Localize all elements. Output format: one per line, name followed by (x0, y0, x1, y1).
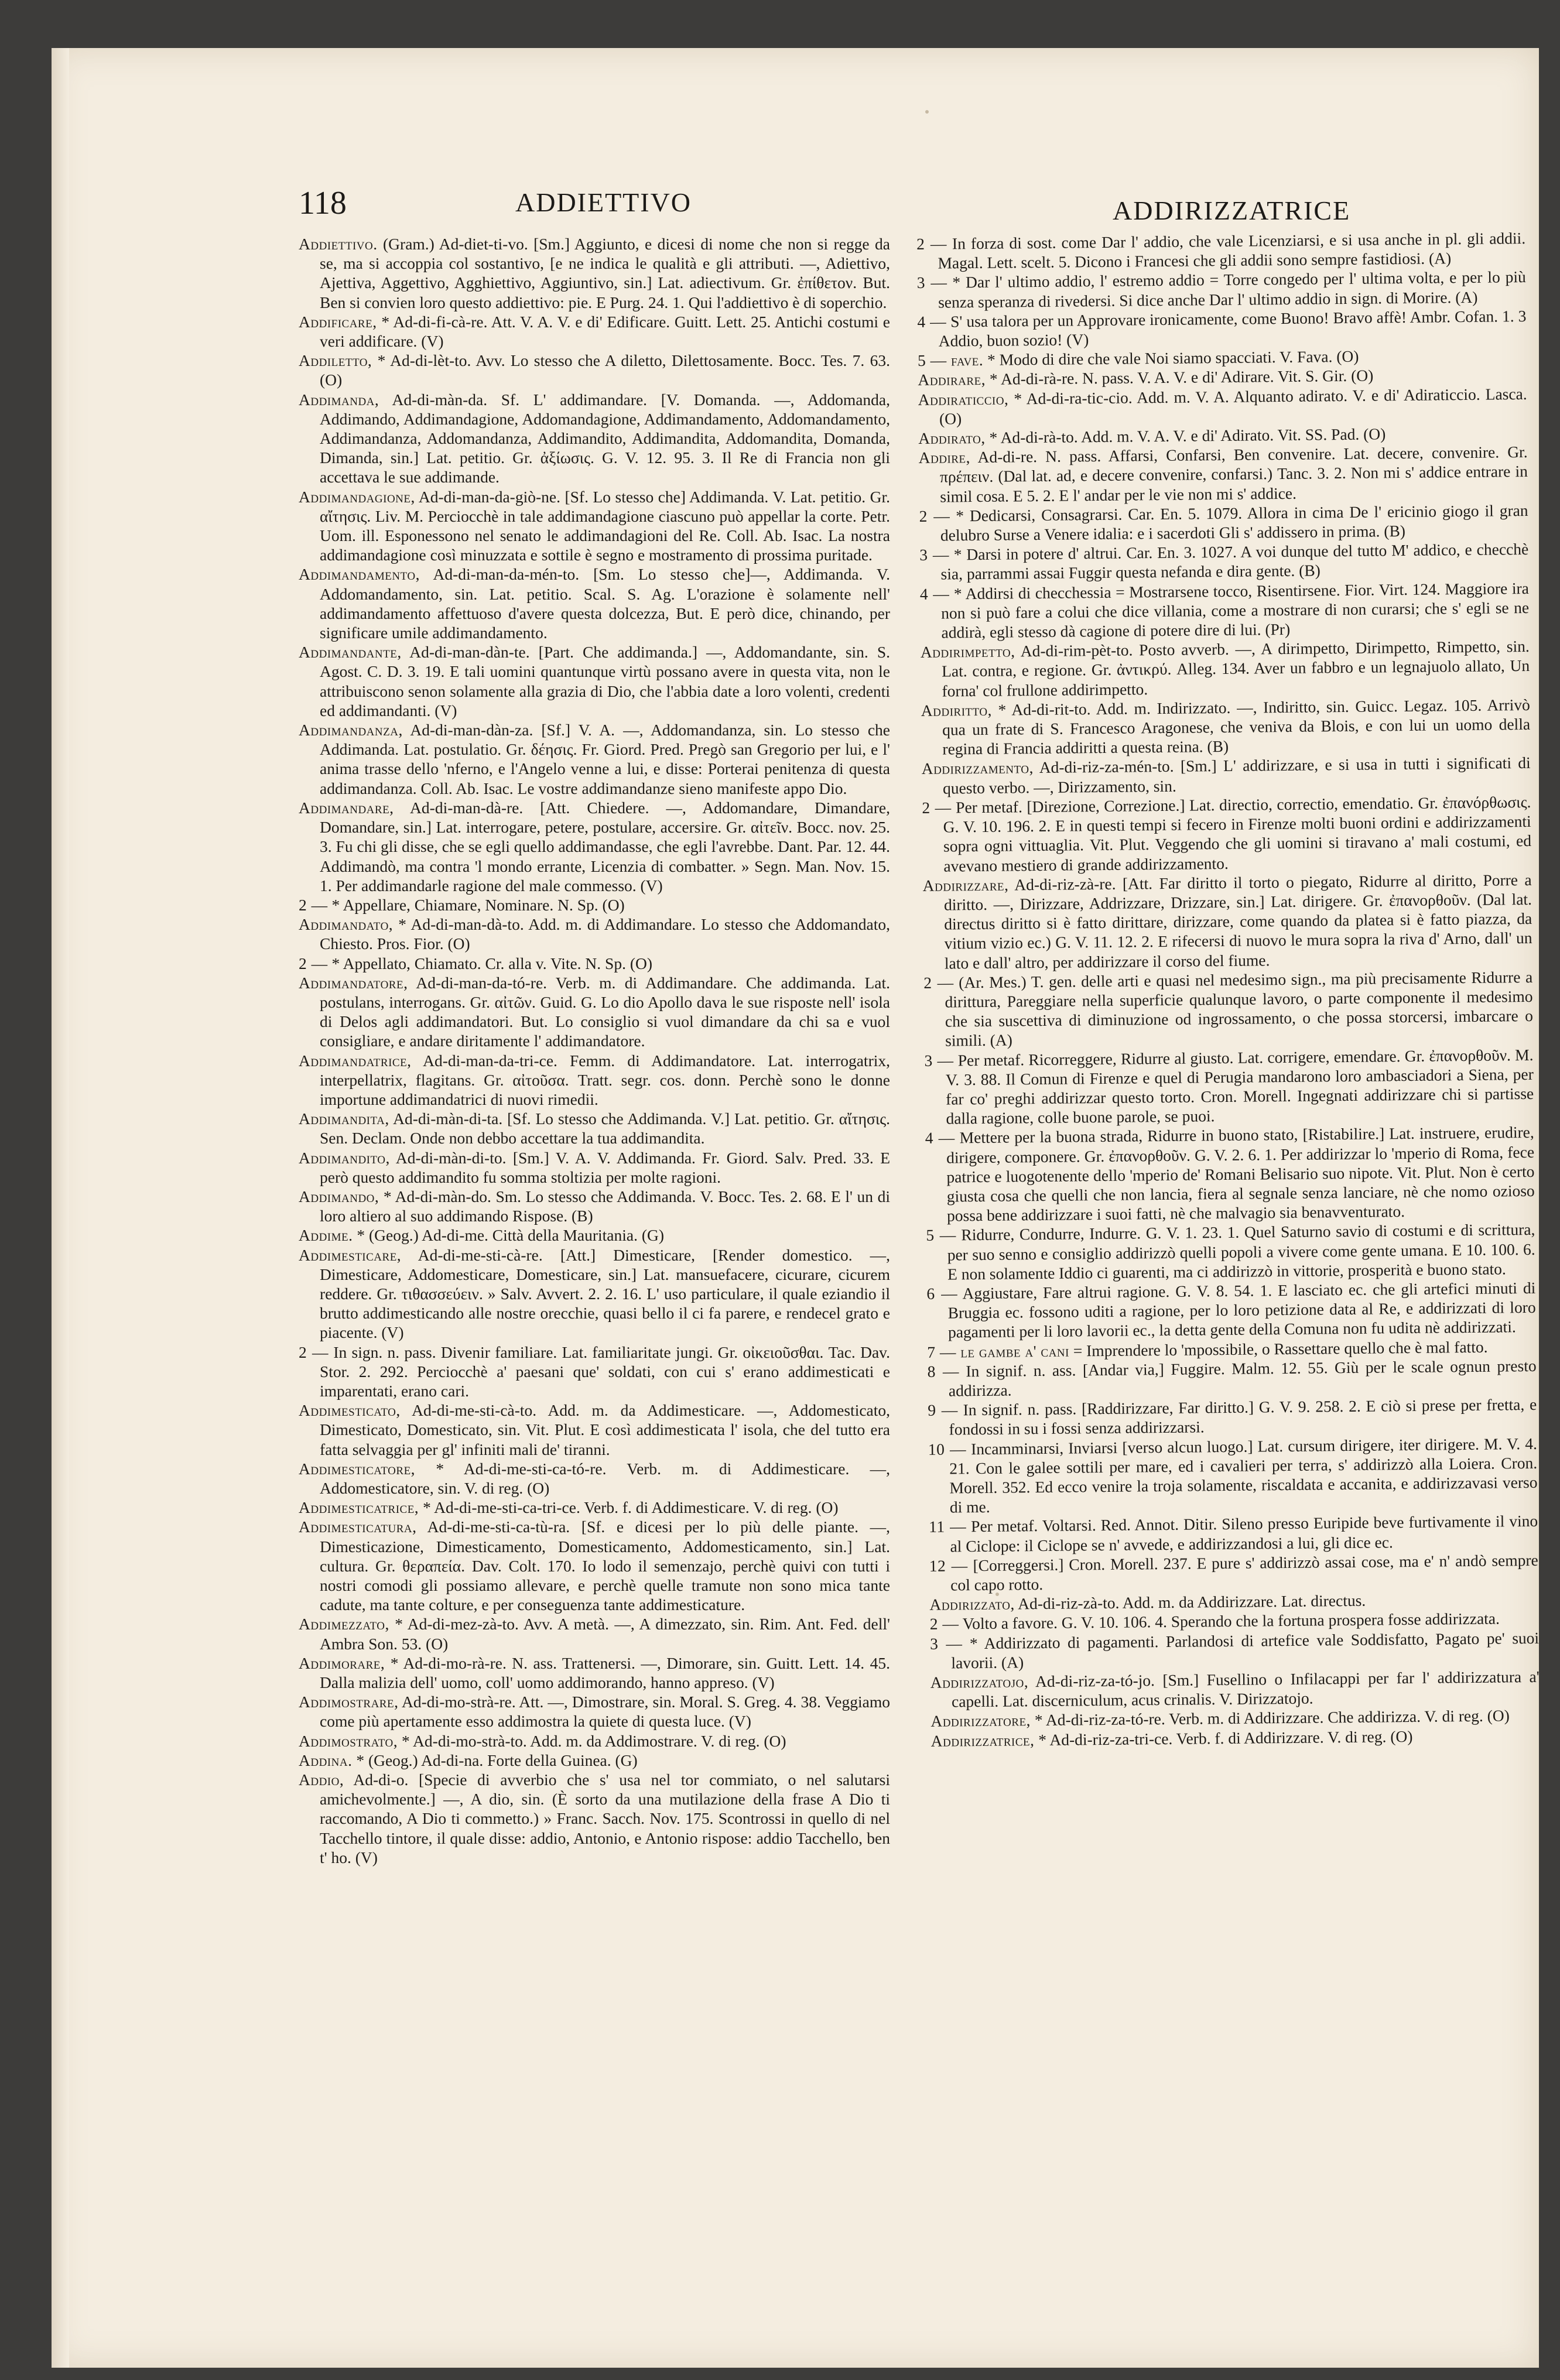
dictionary-entry (919, 539, 1529, 584)
entry-headword: 10 — (928, 1439, 967, 1458)
entry-headword: 4 — (919, 584, 950, 603)
paper-fleck (925, 110, 929, 114)
dictionary-entry (924, 1045, 1534, 1128)
entry-definition: Ad-di-man-da-mén-to. [Sm. Lo stesso che]—, Addimanda. V. Addomandamento, sin. Lat. petitio. Scal. S. Ag. L'orazione è solamente nell' addimandamento affettuoso d'avere questa dolcezza, But. E però dice, chinando, per significare umile addimandamento. (320, 565, 891, 642)
entry-headword: Addirizzamento, (921, 758, 1034, 778)
entry-headword: 2 — (299, 1343, 329, 1361)
entry-definition: Ad-di-riz-za-mén-to. [Sm.] L' addirizzare, e si usa in tutti i significati di questo verbo. —, Dirizzamento, sin. (942, 754, 1531, 797)
dictionary-entry (922, 792, 1531, 876)
entry-definition: (Ar. Mes.) T. gen. delle arti e quasi nel medesimo sign., ma più precisamente Ridurre a dirittura, Pareggiare nella superficie qualunque lavoro, o parte componente il medesimo che sia suscettiva di diminuzione od ingrossamento, o che possa storcersi, imbarcare o simili. (A) (945, 967, 1534, 1050)
entry-headword: 12 — (929, 1556, 968, 1575)
dictionary-entry (299, 1731, 890, 1751)
dictionary-entry (299, 954, 890, 973)
entry-headword: Addimandanza, (299, 721, 403, 739)
entry-headword: 3 — (919, 545, 950, 564)
left-running-head: ADDIETTIVO (515, 187, 692, 217)
dictionary-entry (299, 1400, 890, 1459)
entry-headword: Addirizzatore, (930, 1711, 1031, 1731)
entry-headword: Addimandagione, (299, 487, 415, 506)
entry-definition: Per metaf. Voltarsi. Red. Annot. Ditir. Sileno presso Euripide beve furtivamente il vino al Ciclope: il Ciclope se n' avvede, e addirizzandosi a lui, gli dice ec. (950, 1512, 1538, 1556)
entry-headword: Addiettivo. (299, 235, 378, 253)
entry-definition: Ad-di-me-sti-ca-tù-ra. [Sf. e dicesi per lo più delle piante. —, Dimesticazione, Dimesticamento, Domesticamento, Addomesticamento, sin.] Lat. cultura. Gr. θεραπεία. Dav. Colt. 170. Io lodo il semenzajo, perchè quivi con tutti i nostri comodi gli possiamo allevare, e perchè quelle tramute non sono mica tante cadute, ma tante colture, e per conseguenza tante addimesticature. (320, 1518, 890, 1614)
entry-definition: * Ad-di-man-dà-to. Add. m. di Addimandare. Lo stesso che Addomandato, Chiesto. Pros. Fior. (O) (320, 915, 890, 953)
entry-definition: [Correggersi.] Cron. Morell. 237. E pure s' addirizzò assai cose, ma e' n' andò sempre col capo rotto. (950, 1550, 1538, 1594)
dictionary-entry (299, 487, 890, 565)
dictionary-entry (299, 351, 890, 389)
entry-definition: * Ad-di-mo-rà-re. N. ass. Trattenersi. —, Dimorare, sin. Guitt. Lett. 14. 45. Dalla malizia dell' uomo, coll' uomo addimorando, hanno appreso. (V) (320, 1653, 891, 1692)
entry-headword: Addimandante, (299, 643, 402, 662)
entry-definition: Ad-di-riz-zà-to. Add. m. da Addirizzare. Lat. directus. (1018, 1591, 1366, 1613)
dictionary-entry (921, 695, 1531, 759)
dictionary-entry (299, 798, 890, 895)
dictionary-entry (299, 1459, 890, 1498)
dictionary-entry (928, 1395, 1537, 1439)
entry-definition: In signif. n. pass. [Raddirizzare, Far diritto.] G. V. 9. 258. 2. E ciò si prese per fretta, e fondossi in su i fossi senza addirizzarsi. (949, 1395, 1537, 1439)
dictionary-entry (299, 720, 890, 798)
right-running-head: ADDIRIZZATRICE (1113, 196, 1351, 225)
entry-headword: 3 — (924, 1050, 954, 1070)
entry-definition: * Ad-di-ra-tic-cio. Add. m. V. A. Alquanto adirato. V. e di' Adiraticcio. Lasca. (O) (939, 384, 1527, 428)
left-column (299, 234, 890, 1867)
entry-headword: 5 — fave. (917, 351, 984, 370)
entry-definition: * Ad-di-riz-za-tó-re. Verb. m. di Addirizzare. Che addirizza. V. di reg. (O) (1034, 1706, 1510, 1730)
entry-headword: Addimando, (299, 1187, 379, 1206)
entry-headword: Addimandatrice, (299, 1051, 412, 1070)
dictionary-entry (299, 390, 890, 487)
entry-definition: Ad-di-riz-zà-re. [Att. Far diritto il torto o piegato, Ridurre al diritto, Porre a diritto. —, Dirizzare, Addrizzare, Drizzare, sin.] Lat. dirigere. Gr. ἐπανορθοῦν. (Dal lat. directus diritto si è fatto dirittare, dirizzare, come quando da platea si è fatto piazza, da vitium vizio ec.) G. V. 11. 12. 2. E rifecersi di nuovo le mura sopra la riva d' Arno, dall' un lato e dall' altro, per addirizzare il corso del fiume. (943, 870, 1532, 972)
dictionary-entry (917, 267, 1527, 311)
dictionary-entry (299, 1653, 890, 1692)
entry-definition: * Ad-di-riz-za-tri-ce. Verb. f. di Addirizzare. V. di reg. (O) (1038, 1727, 1413, 1749)
entry-headword: Addire, (918, 448, 971, 467)
entry-headword: Addirare, (918, 370, 986, 389)
entry-definition: Ad-di-man-da-giò-ne. [Sf. Lo stesso che] Addimanda. V. Lat. petitio. Gr. αἴτησις. Liv. M. Perciocchè in tale addimandagione ciascuno può appellar la corte. Petr. Uom. ill. Esponessono nel senato le addimandagioni del Re. Coll. Ab. Isac. La nostra addimandagione così minuzzata e sottile è segno e mostramento di prossima puritade. (320, 487, 890, 564)
entry-headword: Addirimpetto, (920, 642, 1015, 662)
entry-headword: 8 — (927, 1362, 960, 1381)
entry-definition: Ad-di-man-da-tó-re. Verb. m. di Addimandare. Che addimanda. Lat. postulans, interrogans. Gr. αἰτῶν. Guid. G. Lo dio Apollo dava le sue risposte nell' isola di Delos agli addimandatori. But. Lo consiglio si vuol dimandare da chi sa e vuol consigliare, e andare diritamente l' addimandatore. (320, 973, 891, 1050)
dictionary-entry (299, 234, 890, 312)
entry-headword: Addimandare, (299, 798, 394, 817)
entry-definition: * Ad-di-fi-cà-re. Att. V. A. V. e di' Edificare. Guitt. Lett. 25. Antichi costumi e veri addificare. (V) (320, 312, 891, 351)
entry-headword: 5 — (926, 1225, 956, 1245)
dictionary-entry (299, 1614, 890, 1653)
entry-headword: 2 — (916, 234, 947, 253)
entry-definition: Volto a favore. G. V. 10. 106. 4. Sperando che la fortuna prospera fosse addirizzata. (962, 1609, 1500, 1633)
entry-definition: Ad-di-re. N. pass. Affarsi, Confarsi, Ben convenire. Lat. decere, convenire. Gr. πρέπειν. (Dal lat. ad, e decere convenire, confarsi.) Tanc. 3. 2. Non mi s' addice entrare in simil cosa. E 5. 2. E l' andar per le vie non mi s' addice. (939, 443, 1528, 506)
entry-definition: * Ad-di-mo-strà-to. Add. m. da Addimostrare. V. di reg. (O) (401, 1731, 786, 1750)
dictionary-entry (929, 1550, 1539, 1595)
dictionary-entry (926, 1220, 1535, 1284)
entry-definition: Ad-di-man-dàn-te. [Part. Che addimanda.] —, Addomandante, sin. S. Agost. C. D. 3. 19. E tali uomini quantunque virtù possano avere in questa vita, non le attribuiscono senon solamente alla grazia di Dio, che l'abbia date a loro volenti, credenti ed addimandanti. (V) (320, 643, 891, 720)
entry-headword: Addimorare, (299, 1653, 385, 1672)
entry-headword: Addirizzare, (922, 875, 1009, 895)
entry-definition: * Appellare, Chiamare, Nominare. N. Sp. (O) (331, 895, 625, 914)
entry-headword: Addiletto, (299, 351, 372, 370)
entry-definition: Ad-di-riz-za-tó-jo. [Sm.] Fusellino o Infilacappi per far l' addirizzatura a' capelli. Lat. discerniculum, acus crinalis. V. Dirizzatojo. (951, 1667, 1540, 1711)
entry-headword: 3 — (929, 1634, 963, 1653)
entry-definition: * Ad-di-rà-to. Add. m. V. A. V. e di' Adirato. Vit. SS. Pad. (O) (989, 424, 1386, 447)
entry-headword: Addiritto, (921, 700, 993, 720)
entry-headword: 2 — (923, 973, 954, 992)
entry-definition: * Ad-di-me-sti-ca-tri-ce. Verb. f. di Addimesticare. V. di reg. (O) (423, 1498, 839, 1517)
entry-headword: Addimandito, (299, 1148, 390, 1167)
entry-definition: Ad-di-man-dà-re. [Att. Chiedere. —, Addomandare, Dimandare, Domandare, sin.] Lat. interrogare, petere, postulare, accersire. Gr. αἰτεῖν. Bocc. nov. 25. 3. Fu chi gli disse, che se egli quello addimandasse, che egli l'avrebbe. Dant. Par. 12. 44. Addimandò, ma contra 'l mondo errante, Licenzia di combatter. » Segn. Man. Nov. 15. 1. Per addimandarle ragione del male commesso. (V) (320, 798, 891, 895)
page-gutter-shadow (52, 48, 69, 2368)
entry-definition: Ad-di-me-sti-cà-to. Add. m. da Addimesticare. —, Addomesticato, Dimesticato, Domesticato, sin. Vit. Plut. E così addimesticata l' isola, che del tutto era fatta selvaggia per gl' infiniti mali de' tiranni. (320, 1401, 891, 1458)
dictionary-entry (299, 1245, 890, 1343)
dictionary-entry (299, 1148, 890, 1187)
entry-definition: * Ad-di-me-sti-ca-tó-re. Verb. m. di Addimesticare. —, Addomesticatore, sin. V. di reg. (O) (320, 1459, 890, 1497)
page-number: 118 (299, 185, 347, 221)
entry-definition: * Modo di dire che vale Noi siamo spacciati. V. Fava. (O) (987, 347, 1359, 369)
entry-headword: 6 — (926, 1284, 958, 1303)
entry-headword: Addimesticatore, (299, 1459, 416, 1478)
entry-definition: Ad-di-o. [Specie di avverbio che s' usa nel tor commiato, o nel salutarsi amichevolmente.] —, A dio, sin. (È sorto da una mutilazione della frase A Dio ti raccomando, A Dio ti commetto.) » Franc. Sacch. Nov. 175. Scontrossi in quello di nel Tacchello tintore, il quale disse: addio, Antonio, e Antonio rispose: addio Tacchello, ben t' ho. (V) (320, 1771, 891, 1867)
dictionary-entry (299, 1770, 890, 1867)
entry-definition: Per metaf. Ricorreggere, Ridurre al giusto. Lat. corrigere, emendare. Gr. ἐπανορθοῦν. M. V. 3. 88. Il Comun di Firenze e quel di Perugia mandarono loro ambasciadori a Siena, per far co' preghi addirizzar questo torto. Cron. Morell. Ingegnati addirizzare chi si partisse dalla ragione, colle buone parole, se puoi. (945, 1045, 1534, 1128)
entry-definition: * (Geog.) Ad-di-me. Città della Mauritania. (G) (357, 1226, 665, 1245)
entry-definition: = Imprendere lo 'mpossibile, o Rassettare quello che è mal fatto. (1073, 1337, 1488, 1360)
entry-definition: In signif. n. ass. [Andar via,] Fuggire. Malm. 12. 55. Giù per le scale ognun presto addirizza. (948, 1356, 1537, 1400)
entry-headword: 2 — (929, 1614, 959, 1634)
entry-headword: 3 — (916, 273, 947, 292)
entry-definition: Aggiustare, Fare altrui ragione. G. V. 8. 54. 1. E lasciato ec. che gli artefici minuti di Bruggia ec. fossono uditi a ragione, per lo loro petizione data al Re, e addirizzati di loro pagamenti per li loro lavorii ec., la detta gente della Comuna non fu udita nè addirizzati. (947, 1278, 1536, 1341)
entry-headword: Addimandato, (299, 915, 394, 934)
entry-definition: Ad-di-màn-da. Sf. L' addimandare. [V. Domanda. —, Addomanda, Addimando, Addimandagione, Addomandagione, Addimandamento, Addomandamento, Addimandanza, Addomandanza, Addimandito, Addimandita, Addomandita, Domanda, Dimanda, sin.] Lat. petitio. Gr. ἀξίωσις. G. V. 12. 95. 3. Il Re di Francia non gli accettava le sue addimande. (320, 390, 890, 487)
entry-headword: 11 — (929, 1517, 967, 1536)
entry-headword: Addimostrato, (299, 1731, 398, 1750)
dictionary-entry (921, 636, 1530, 701)
entry-definition: Ad-di-màn-di-to. [Sm.] V. A. V. Addimanda. Fr. Giord. Salv. Pred. 33. E però questo addimandito fu somma stoltizia per molte ragioni. (320, 1148, 890, 1186)
entry-headword: Addimostrare, (299, 1693, 399, 1711)
entry-headword: 7 — le gambe a' cani (927, 1341, 1070, 1361)
entry-definition: Ad-di-man-da-tri-ce. Femm. di Addimandatore. Lat. interrogatrix, interpellatrix, flagitans. Gr. αἰτοῦσα. Tratt. segr. cos. donn. Perchè sono le donne importune addimandatrici di nuovi rimedii. (320, 1051, 890, 1108)
entry-definition: * Ad-di-rà-re. N. pass. V. A. V. e di' Adirare. Vit. S. Gir. (O) (989, 366, 1374, 389)
entry-definition: Per metaf. [Direzione, Correzione.] Lat. directio, correctio, emendatio. Gr. ἐπανόρθωσις. G. V. 10. 196. 2. E in questi tempi si fecero in Firenze molti buoni ordini e addirizzamenti sopra ogni vittuaglia. Vit. Plut. Veggendo che gli uomini si tiravano a' mali costumi, ed avevano mestiero di grande addirizzamento. (943, 792, 1532, 875)
entry-headword: Addio, (299, 1771, 344, 1789)
entry-definition: Ad-di-man-dàn-za. [Sf.] V. A. —, Addomandanza, sin. Lo stesso che Addimanda. Lat. postulatio. Gr. δέησις. Fr. Giord. Pred. Pregò san Gregorio per lui, e l' anima trasse dello 'nferno, e l'Angelo venne a lui, e disse: Porterai penitenza di questa addimandanza. Coll. Ab. Isac. Le vostre addimandanze sieno manifeste appo Dio. (320, 721, 890, 797)
entry-definition: Ad-di-màn-di-ta. [Sf. Lo stesso che Addimanda. V.] Lat. petitio. Gr. αἴτησις. Sen. Declam. Onde non debbo accettare la tua addimandita. (320, 1109, 891, 1148)
dictionary-entry (923, 967, 1533, 1051)
entry-definition: * Dedicarsi, Consagrarsi. Car. En. 5. 1079. Allora in cima De l' ericinio giogo il gran delubro Surse a Venere idalia: e i sacerdoti Gli s' addissero in prima. (B) (940, 501, 1528, 545)
entry-definition: * (Geog.) Ad-di-na. Forte della Guinea. (G) (356, 1751, 638, 1769)
entry-headword: Addimanda, (299, 390, 379, 409)
entry-definition: Incamminarsi, Inviarsi [verso alcun luogo.] Lat. cursum dirigere, iter dirigere. M. V. 4. 21. Con le galee sottili per mare, ed i cavalieri per terra, s' addirizzò alla Loiera. Cron. Morell. 352. Ed ecco venire la troja solamente, riscaldata e accanita, e addirizzavasi verso di me. (949, 1434, 1538, 1516)
entry-definition: Ad-di-mo-strà-re. Att. —, Dimostrare, sin. Moral. S. Greg. 4. 38. Veggiamo come più apertamente esso addimostra la quiete di questa luce. (V) (320, 1693, 891, 1731)
right-column (916, 228, 1540, 1751)
dictionary-entry (919, 442, 1528, 506)
dictionary-entry (299, 1343, 890, 1401)
dictionary-entry (299, 1109, 890, 1148)
entry-headword: 2 — (299, 895, 328, 914)
entry-headword: Addime. (299, 1226, 353, 1245)
entry-headword: Addina. (299, 1751, 353, 1769)
entry-definition: In sign. n. pass. Divenir familiare. Lat. familiaritate jungi. Gr. οἰκειοῦσθαι. Tac. Dav. Stor. 2. 292. Perciocchè a' paesani que' soldati, con cui s' erano addimesticati e imparentati, erano cari. (320, 1343, 890, 1400)
entry-definition: Ad-di-rim-pèt-to. Posto avverb. —, A dirimpetto, Dirimpetto, Rimpetto, sin. Lat. contra, e regione. Gr. ἀντικρύ. Alleg. 134. Aver un fabbro e un legnajuolo allato, Un forna' col frullone addirimpetto. (942, 637, 1530, 700)
dictionary-entry (299, 1187, 890, 1225)
entry-definition: * Dar l' ultimo addio, l' estremo addio = Torre congedo per l' ultima volta, e per lo più senza speranza di rivedersi. Si dice anche Dar l' ultimo addio in sign. di Morire. (A) (938, 268, 1526, 311)
dictionary-entry (923, 870, 1533, 973)
entry-definition: * Ad-di-lèt-to. Avv. Lo stesso che A diletto, Dilettosamente. Bocc. Tes. 7. 63. (O) (320, 351, 890, 389)
dictionary-entry (927, 1356, 1537, 1400)
entry-definition: Ad-di-me-sti-cà-re. [Att.] Dimesticare, [Render domestico. —, Dimesticare, Addomesticare, Domesticare, sin.] Lat. mansuefacere, cicurare, cicurem reddere. Gr. τιθασσεύειν. » Salv. Avvert. 2. 2. 16. L' uso particulare, il quale eziandio il brutto addimesticando alle nostre orecchie, quasi bello il ci fa parere, e rendecel grato e piacente. (V) (320, 1245, 891, 1342)
entry-headword: 2 — (922, 798, 952, 817)
entry-definition: * Ad-di-mez-zà-to. Avv. A metà. —, A dimezzato, sin. Rim. Ant. Fed. dell' Ambra Son. 53. (O) (320, 1615, 890, 1653)
dictionary-entry (929, 1511, 1538, 1556)
entry-definition: * Addirsi di checchessia = Mostrarsene tocco, Risentirsene. Fior. Virt. 124. Maggiore ira non si può fare a colui che dice villania, come a mostrare di non curarsi; che s' egli se ne addirà, egli stesso dà cagione di potere dire di lui. (Pr) (941, 578, 1530, 642)
dictionary-entry (920, 578, 1530, 643)
dictionary-entry (299, 1517, 890, 1614)
dictionary-entry (916, 228, 1526, 273)
dictionary-entry (922, 753, 1531, 797)
entry-definition: S' usa talora per un Approvare ironicamente, come Buono! Bravo affè! Ambr. Cofan. 1. 3 Addio, buon sozio! (V) (938, 306, 1527, 350)
entry-definition: Ridurre, Condurre, Indurre. G. V. 1. 23. 1. Quel Saturno savio di costumi e di scrittura, per suo senno e consiglio addirizzò quelli popoli a vivere come gente umana. E 10. 100. 6. E non solamente Iddio ci guarenti, ma ci addirizzò in vittorie, prosperità e buono stato. (947, 1220, 1535, 1283)
dictionary-entry (930, 1667, 1540, 1711)
dictionary-entry (925, 1122, 1535, 1225)
dictionary-entry (299, 895, 890, 915)
entry-headword: Addirizzatojo, (930, 1672, 1029, 1691)
entry-headword: 4 — (925, 1128, 955, 1148)
entry-definition: * Appellato, Chiamato. Cr. alla v. Vite. N. Sp. (O) (331, 954, 653, 972)
entry-headword: Addirato, (918, 428, 986, 448)
dictionary-entry (928, 1434, 1538, 1518)
dictionary-entry (930, 1628, 1540, 1673)
entry-headword: Addimesticare, (299, 1245, 402, 1264)
entry-headword: Addimesticatura, (299, 1518, 417, 1536)
dictionary-entry (299, 1498, 890, 1517)
entry-definition: * Ad-di-rit-to. Add. m. Indirizzato. —, Indiritto, sin. Guicc. Legaz. 105. Arrivò qua un frate di S. Francesco Aragonese, che veniva da Blois, e con lui un uomo della regina di Francia addiritti a questa reina. (B) (942, 695, 1531, 758)
running-header (0, 184, 1560, 225)
entry-headword: 4 — (917, 312, 947, 331)
dictionary-entry (299, 1751, 890, 1770)
entry-definition: (Gram.) Ad-diet-ti-vo. [Sm.] Aggiunto, e dicesi di nome che non si regge da se, ma si accoppia col sostantivo, [e ne indica le qualità e gli attributi. —, Adiettivo, Ajettiva, Aggettivo, Agghiettivo, Aggiuntivo, sin.] Lat. adiectivum. Gr. ἐπίθετον. But. Ben si convien loro questo addiettivo: pie. E Purg. 24. 1. Qui l'addiettivo è di soperchio. (320, 235, 890, 311)
entry-headword: Addimandatore, (299, 973, 408, 992)
entry-definition: In forza di sost. come Dar l' addio, che vale Licenziarsi, e si usa anche in pl. gli addii. Magal. Lett. scelt. 5. Dicono i Francesi che gli addii sono sempre fastidiosi. (A) (938, 229, 1526, 272)
dictionary-entry (299, 564, 890, 642)
entry-headword: Addimandamento, (299, 565, 420, 584)
entry-headword: Addimandita, (299, 1109, 389, 1128)
dictionary-entry (299, 1051, 890, 1109)
entry-definition: * Darsi in potere d' altrui. Car. En. 3. 1027. A voi dunque del tutto M' addico, e checchè sia, parrammi assai Fuggir questa nefanda e dira gente. (B) (940, 540, 1529, 584)
entry-headword: Addiraticcio, (918, 389, 1009, 409)
entry-definition: Mettere per la buona strada, Ridurre in buono stato, [Ristabilire.] Lat. instruere, erudire, dirigere, componere. Gr. ἐπανορθοῦν. G. V. 2. 6. 1. Per addirizzar lo 'mperio di Roma, fece patrice e luogotenente dello 'mperio de' Romani Belisario suo nipote. Vit. Plut. Non è certo giusta cosa che quelli che non lancia, fiera al segnale senza lanciare, nè che nomo ozioso possa bene addirizzare i suoi fatti, nè che malvagio sia benavventurato. (946, 1123, 1535, 1225)
entry-headword: 2 — (919, 506, 950, 525)
dictionary-entry (299, 312, 890, 351)
entry-headword: Addirizzatrice, (930, 1730, 1035, 1750)
dictionary-entry (299, 973, 890, 1051)
entry-headword: Addimesticatrice, (299, 1498, 419, 1517)
entry-headword: Addificare, (299, 312, 377, 331)
dictionary-entry (918, 384, 1528, 429)
entry-headword: 9 — (928, 1400, 958, 1420)
dictionary-entry (919, 501, 1528, 545)
entry-definition: * Addirizzato di pagamenti. Parlandosi di artefice vale Soddisfatto, Pagato pe' suoi lavorii. (A) (951, 1628, 1540, 1672)
entry-headword: Addirizzato, (929, 1594, 1015, 1614)
dictionary-entry (299, 1692, 890, 1731)
dictionary-entry (917, 306, 1527, 351)
dictionary-entry (299, 1225, 890, 1245)
entry-headword: 2 — (299, 954, 328, 972)
dictionary-entry (299, 642, 890, 720)
dictionary-entry (926, 1278, 1536, 1343)
entry-headword: Addimesticato, (299, 1401, 401, 1420)
dictionary-entry (299, 915, 890, 953)
entry-headword: Addimezzato, (299, 1615, 389, 1634)
entry-definition: * Ad-di-màn-do. Sm. Lo stesso che Addimanda. V. Bocc. Tes. 2. 68. E l' un di loro altiero al suo addimando Rispose. (B) (320, 1187, 891, 1225)
